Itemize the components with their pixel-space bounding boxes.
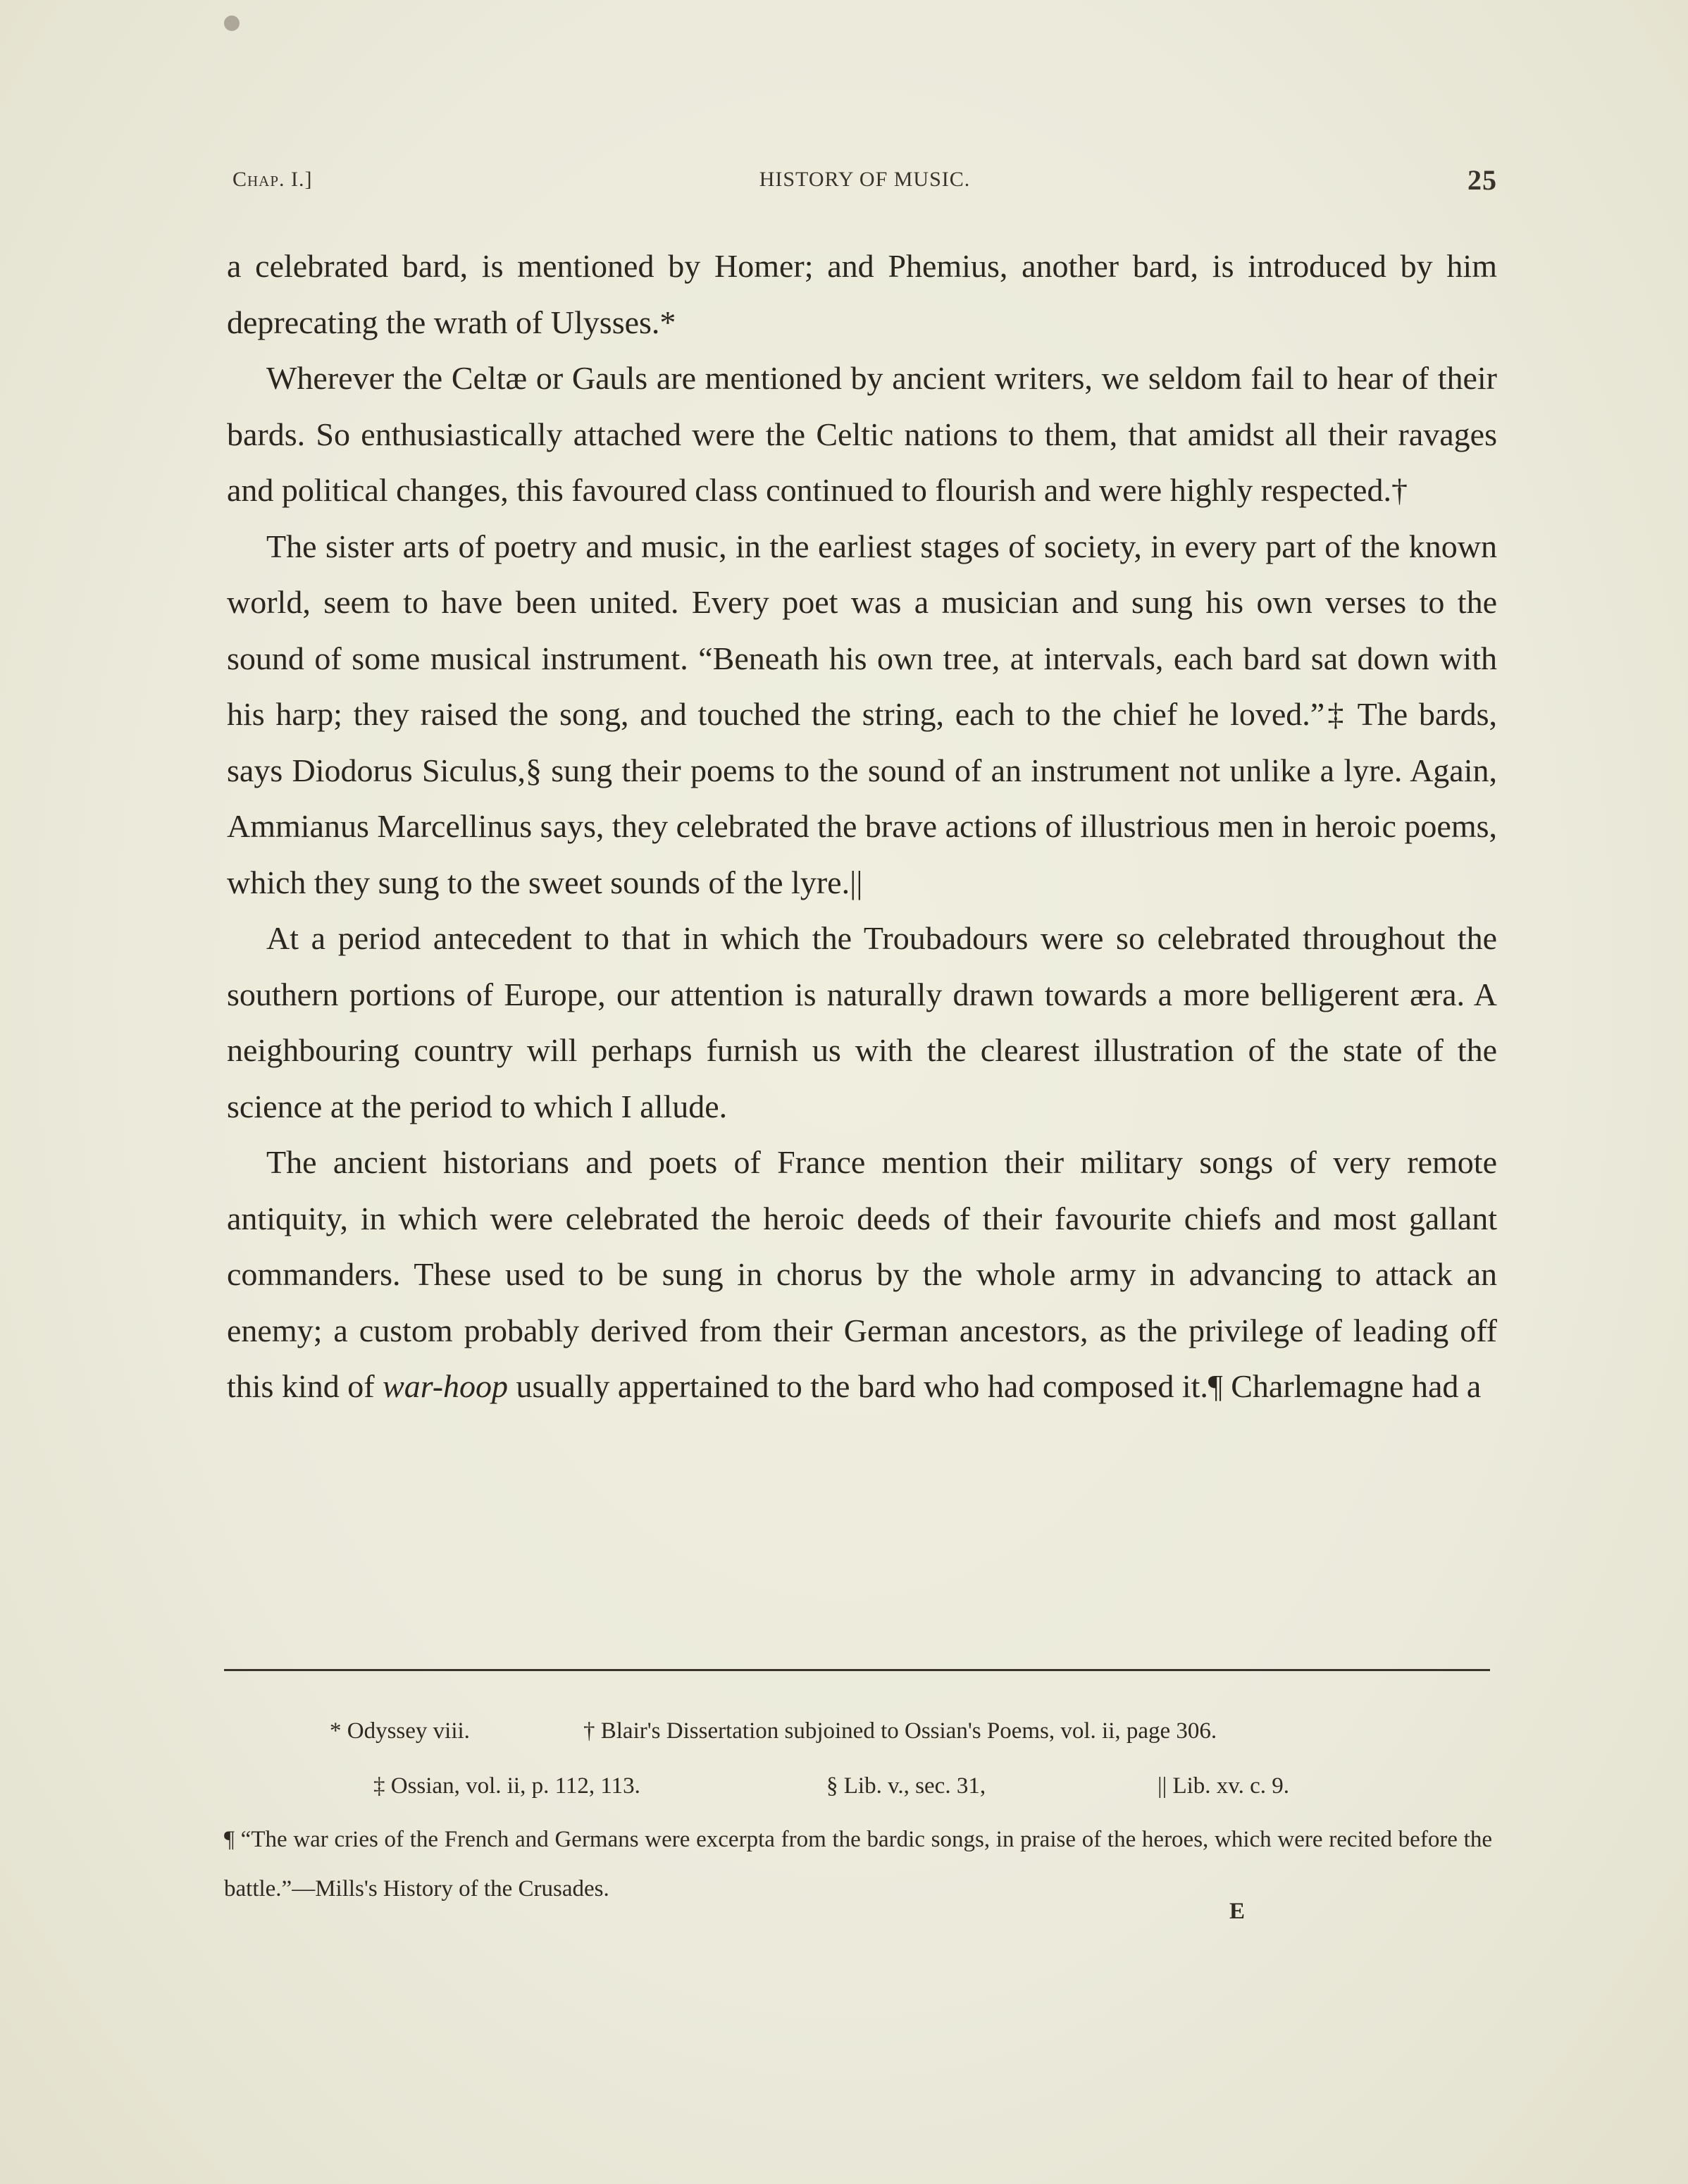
footnote-blair: † Blair's Dissertation subjoined to Ossian's Poems, vol. ii, page 306. <box>583 1718 1217 1744</box>
paragraph: At a period antecedent to that in which the Troubadours were so celebrated throughout the southern portions of Europe, our attention is naturally drawn towards a more belligerent æra. A neighbouring country will perhaps furnish us with the clearest illustration of the state of the science at the period to which I allude. <box>227 920 1497 1124</box>
footnote-lib-v: § Lib. v., sec. 31, <box>826 1773 986 1799</box>
paragraph-text: The ancient historians and poets of France mention their military songs of very remote antiquity, in which were celebrated the heroic deeds of their favourite chiefs and most gallant commanders. These used to be sung in chorus by the whole army in advancing to attack an enemy; a custom probably derived from their German ancestors, as the privilege of leading off this kind of <box>227 1144 1497 1404</box>
footnote-lib-xv: || Lib. xv. c. 9. <box>1158 1773 1290 1799</box>
page-number: 25 <box>1467 164 1497 196</box>
paragraph: The sister arts of poetry and music, in the earliest stages of society, in every part of the known world, seem to have been united. Every poet was a musician and sung his own verses to the sound of some musical instrument. “Beneath his own tree, at intervals, each bard sat down with his harp; they raised the song, and touched the string, each to the chief he loved.”‡ The bards, says Diodorus Siculus,§ sung their poems to the sound of an instrument not unlike a lyre. Again, Ammianus Marcellinus says, they celebrated the brave actions of illustrious men in heroic poems, which they sung to the sweet sounds of the lyre.|| <box>227 528 1497 900</box>
ink-speck <box>224 15 240 31</box>
footnote-odyssey: * Odyssey viii. <box>330 1718 470 1744</box>
footnotes <box>224 1704 1492 1913</box>
italic-term: war-hoop <box>383 1368 509 1404</box>
body-text <box>227 238 1497 1415</box>
footnote-row <box>224 1758 1492 1813</box>
footnote-mills: ¶ “The war cries of the French and Germans were excerpta from the bardic songs, in praise of the heroes, which were recited before the battle.”—Mills's History of the Crusades. <box>224 1827 1492 1901</box>
paragraph-text: usually appertained to the bard who had composed it.¶ Charlemagne had a <box>508 1368 1482 1404</box>
running-head <box>232 164 1497 203</box>
chapter-label: Chap. I.] <box>232 168 313 191</box>
footnote-ossian: ‡ Ossian, vol. ii, p. 112, 113. <box>373 1773 640 1799</box>
footnote-row <box>224 1704 1492 1758</box>
paragraph <box>227 1134 1497 1415</box>
paragraph: Wherever the Celtæ or Gauls are mentioned by ancient writers, we seldom fail to hear of their bards. So enthusiastically attached were the Celtic nations to them, that amidst all their ravages and political changes, this favoured class continued to flourish and were highly respected.† <box>227 360 1497 508</box>
paragraph: a celebrated bard, is mentioned by Homer; and Phemius, another bard, is introduced by him deprecating the wrath of Ulysses.* <box>227 248 1497 340</box>
footnote-divider <box>224 1669 1490 1671</box>
signature-mark: E <box>1229 1899 1246 1924</box>
book-title: HISTORY OF MUSIC. <box>759 168 971 191</box>
